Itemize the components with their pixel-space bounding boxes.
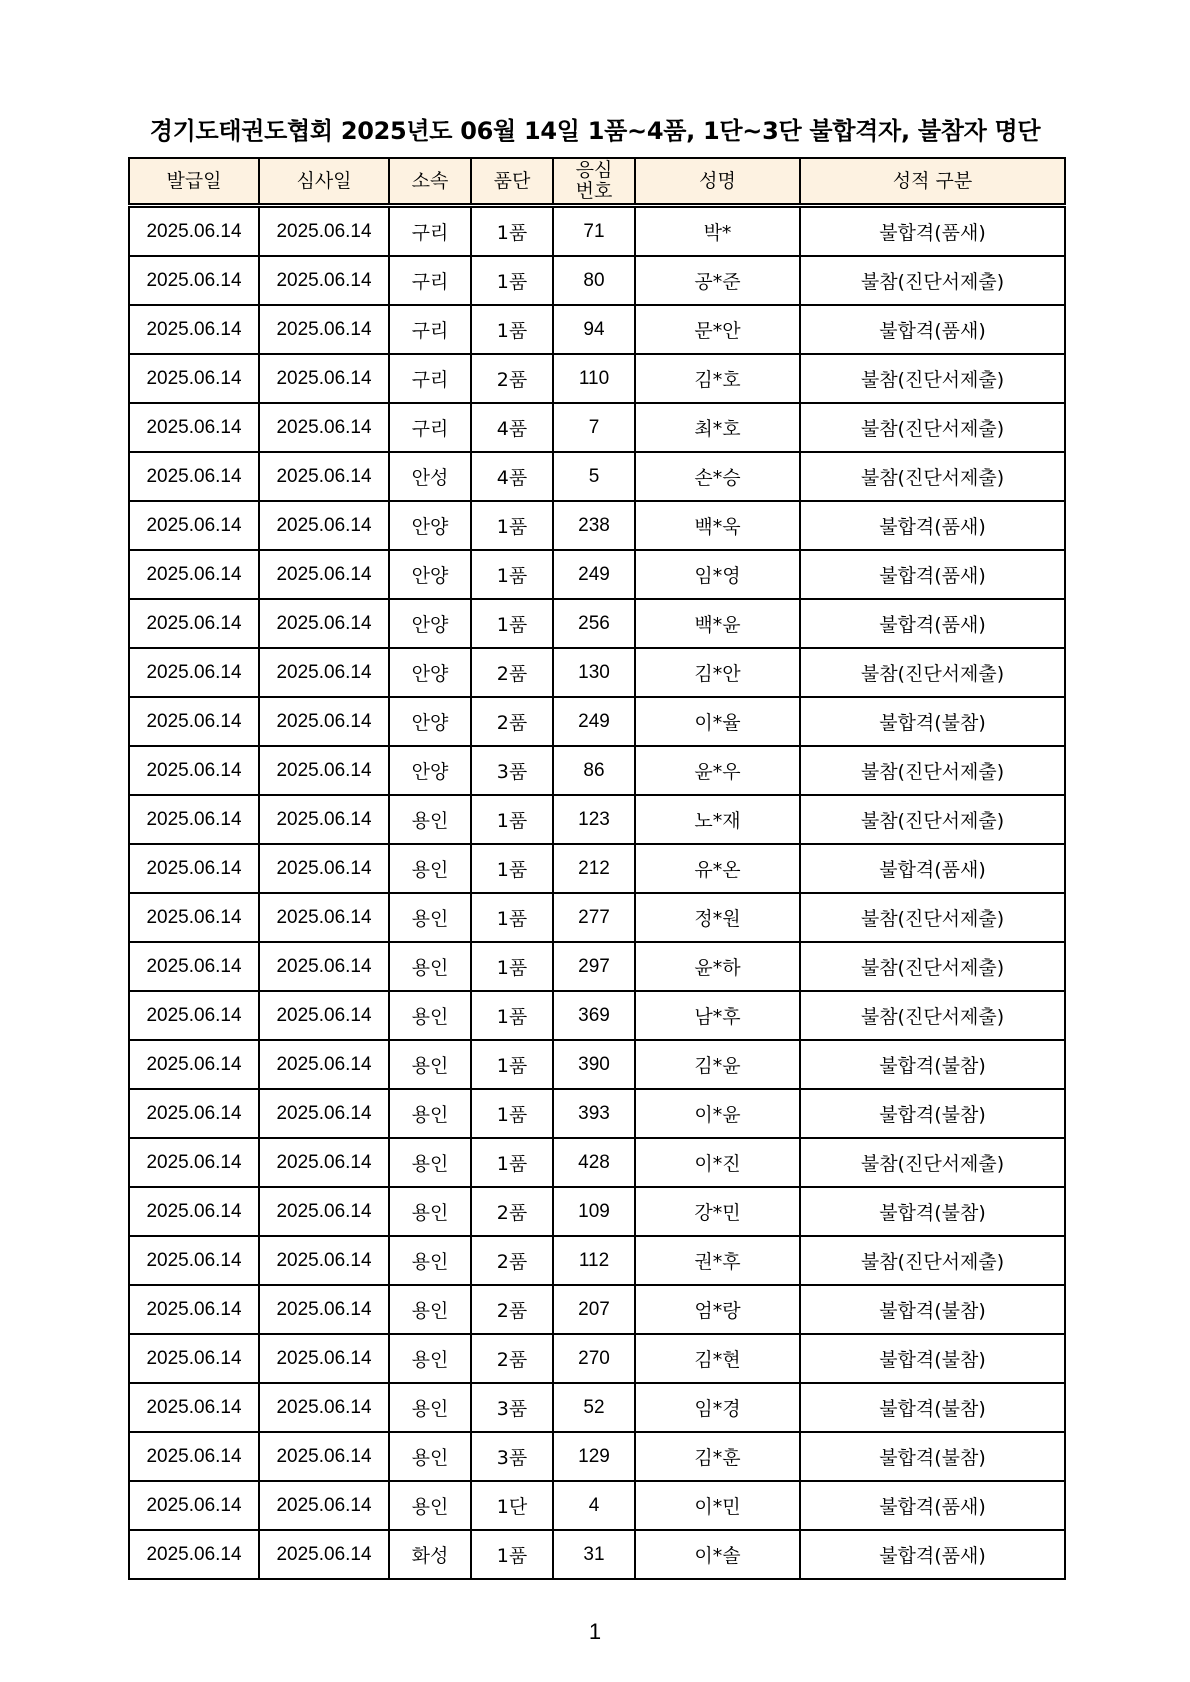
table-row: [129, 305, 1065, 354]
cell-issue-date: 2025.06.14: [129, 795, 259, 844]
cell-grade: 3품: [471, 1432, 553, 1481]
cell-exam-number: 31: [553, 1530, 635, 1579]
table-row: [129, 206, 1065, 257]
cell-exam-number: 297: [553, 942, 635, 991]
cell-result: 불합격(품새): [800, 550, 1065, 599]
cell-exam-date: 2025.06.14: [259, 354, 389, 403]
cell-affiliation: 안양: [389, 697, 471, 746]
cell-exam-number: 212: [553, 844, 635, 893]
cell-exam-number: 86: [553, 746, 635, 795]
cell-exam-date: 2025.06.14: [259, 1285, 389, 1334]
table-row: [129, 1285, 1065, 1334]
cell-name: 임*경: [635, 1383, 800, 1432]
cell-issue-date: 2025.06.14: [129, 648, 259, 697]
cell-affiliation: 구리: [389, 256, 471, 305]
cell-name: 김*호: [635, 354, 800, 403]
cell-issue-date: 2025.06.14: [129, 206, 259, 257]
cell-issue-date: 2025.06.14: [129, 1432, 259, 1481]
cell-result: 불참(진단서제출): [800, 795, 1065, 844]
cell-exam-number: 123: [553, 795, 635, 844]
cell-issue-date: 2025.06.14: [129, 452, 259, 501]
table-row: [129, 354, 1065, 403]
header-result: 성적 구분: [800, 158, 1065, 206]
cell-name: 정*원: [635, 893, 800, 942]
cell-exam-number: 7: [553, 403, 635, 452]
cell-grade: 1품: [471, 1040, 553, 1089]
table-row: [129, 1530, 1065, 1579]
cell-issue-date: 2025.06.14: [129, 403, 259, 452]
cell-issue-date: 2025.06.14: [129, 697, 259, 746]
cell-affiliation: 용인: [389, 991, 471, 1040]
table-row: [129, 550, 1065, 599]
cell-name: 강*민: [635, 1187, 800, 1236]
cell-grade: 1품: [471, 795, 553, 844]
cell-result: 불참(진단서제출): [800, 991, 1065, 1040]
cell-issue-date: 2025.06.14: [129, 1236, 259, 1285]
cell-result: 불합격(품새): [800, 501, 1065, 550]
cell-exam-date: 2025.06.14: [259, 1432, 389, 1481]
cell-result: 불합격(불참): [800, 1383, 1065, 1432]
cell-affiliation: 구리: [389, 206, 471, 257]
cell-name: 김*안: [635, 648, 800, 697]
table-row: [129, 1138, 1065, 1187]
cell-result: 불합격(품새): [800, 305, 1065, 354]
cell-exam-date: 2025.06.14: [259, 1089, 389, 1138]
cell-result: 불합격(불참): [800, 1432, 1065, 1481]
cell-affiliation: 용인: [389, 844, 471, 893]
cell-exam-number: 110: [553, 354, 635, 403]
cell-grade: 2품: [471, 1285, 553, 1334]
cell-affiliation: 화성: [389, 1530, 471, 1579]
cell-exam-date: 2025.06.14: [259, 256, 389, 305]
header-grade: 품단: [471, 158, 553, 206]
cell-exam-date: 2025.06.14: [259, 893, 389, 942]
cell-exam-number: 428: [553, 1138, 635, 1187]
table-header: [129, 158, 1065, 206]
table-row: [129, 452, 1065, 501]
cell-grade: 1품: [471, 893, 553, 942]
cell-grade: 1품: [471, 206, 553, 257]
table-row: [129, 1383, 1065, 1432]
cell-result: 불합격(불참): [800, 1334, 1065, 1383]
cell-grade: 3품: [471, 1383, 553, 1432]
cell-exam-date: 2025.06.14: [259, 452, 389, 501]
cell-name: 이*율: [635, 697, 800, 746]
cell-name: 공*준: [635, 256, 800, 305]
table-row: [129, 1334, 1065, 1383]
cell-exam-number: 130: [553, 648, 635, 697]
table-row: [129, 844, 1065, 893]
cell-exam-number: 207: [553, 1285, 635, 1334]
cell-issue-date: 2025.06.14: [129, 1089, 259, 1138]
cell-grade: 1단: [471, 1481, 553, 1530]
table-body: [129, 206, 1065, 1580]
cell-name: 이*민: [635, 1481, 800, 1530]
cell-exam-number: 71: [553, 206, 635, 257]
cell-affiliation: 안성: [389, 452, 471, 501]
table-row: [129, 501, 1065, 550]
table-row: [129, 1481, 1065, 1530]
cell-grade: 1품: [471, 844, 553, 893]
cell-issue-date: 2025.06.14: [129, 354, 259, 403]
cell-issue-date: 2025.06.14: [129, 256, 259, 305]
cell-grade: 1품: [471, 1138, 553, 1187]
cell-grade: 2품: [471, 1334, 553, 1383]
cell-affiliation: 용인: [389, 1089, 471, 1138]
cell-result: 불합격(불참): [800, 1187, 1065, 1236]
results-table: [128, 157, 1066, 1580]
cell-exam-number: 4: [553, 1481, 635, 1530]
cell-exam-number: 369: [553, 991, 635, 1040]
cell-grade: 2품: [471, 697, 553, 746]
cell-result: 불참(진단서제출): [800, 256, 1065, 305]
cell-grade: 1품: [471, 1530, 553, 1579]
cell-exam-date: 2025.06.14: [259, 305, 389, 354]
table-row: [129, 1040, 1065, 1089]
cell-result: 불합격(불참): [800, 1285, 1065, 1334]
cell-exam-date: 2025.06.14: [259, 1383, 389, 1432]
cell-issue-date: 2025.06.14: [129, 844, 259, 893]
cell-grade: 2품: [471, 648, 553, 697]
cell-issue-date: 2025.06.14: [129, 550, 259, 599]
cell-result: 불참(진단서제출): [800, 403, 1065, 452]
cell-affiliation: 용인: [389, 1187, 471, 1236]
cell-affiliation: 용인: [389, 1236, 471, 1285]
table-row: [129, 1187, 1065, 1236]
cell-name: 남*후: [635, 991, 800, 1040]
cell-issue-date: 2025.06.14: [129, 1187, 259, 1236]
table-row: [129, 1089, 1065, 1138]
cell-exam-number: 270: [553, 1334, 635, 1383]
cell-affiliation: 안양: [389, 501, 471, 550]
cell-issue-date: 2025.06.14: [129, 305, 259, 354]
cell-exam-date: 2025.06.14: [259, 1236, 389, 1285]
cell-issue-date: 2025.06.14: [129, 893, 259, 942]
cell-exam-number: 109: [553, 1187, 635, 1236]
document-title: 경기도태권도협회 2025년도 06월 14일 1품~4품, 1단~3단 불합격자, 불참자 명단: [149, 117, 1041, 145]
cell-name: 이*윤: [635, 1089, 800, 1138]
cell-affiliation: 용인: [389, 1383, 471, 1432]
cell-exam-date: 2025.06.14: [259, 599, 389, 648]
cell-affiliation: 안양: [389, 648, 471, 697]
cell-exam-number: 277: [553, 893, 635, 942]
cell-exam-date: 2025.06.14: [259, 844, 389, 893]
cell-name: 백*윤: [635, 599, 800, 648]
cell-result: 불합격(불참): [800, 1089, 1065, 1138]
cell-name: 박*: [635, 206, 800, 257]
cell-result: 불참(진단서제출): [800, 1138, 1065, 1187]
cell-exam-number: 249: [553, 697, 635, 746]
table-row: [129, 942, 1065, 991]
cell-grade: 3품: [471, 746, 553, 795]
cell-issue-date: 2025.06.14: [129, 746, 259, 795]
cell-result: 불참(진단서제출): [800, 354, 1065, 403]
cell-affiliation: 용인: [389, 942, 471, 991]
cell-name: 노*재: [635, 795, 800, 844]
cell-exam-number: 390: [553, 1040, 635, 1089]
cell-name: 이*솔: [635, 1530, 800, 1579]
cell-affiliation: 용인: [389, 1334, 471, 1383]
cell-issue-date: 2025.06.14: [129, 1334, 259, 1383]
cell-grade: 4품: [471, 403, 553, 452]
cell-name: 문*안: [635, 305, 800, 354]
cell-result: 불참(진단서제출): [800, 452, 1065, 501]
header-exam-number-line2: 번호: [575, 180, 613, 202]
cell-exam-date: 2025.06.14: [259, 206, 389, 257]
cell-exam-number: 80: [553, 256, 635, 305]
header-exam-number-line1: 응심: [575, 159, 613, 181]
table-row: [129, 648, 1065, 697]
cell-result: 불참(진단서제출): [800, 893, 1065, 942]
table-row: [129, 697, 1065, 746]
cell-exam-date: 2025.06.14: [259, 403, 389, 452]
cell-name: 권*후: [635, 1236, 800, 1285]
cell-name: 윤*하: [635, 942, 800, 991]
cell-exam-date: 2025.06.14: [259, 746, 389, 795]
cell-name: 백*욱: [635, 501, 800, 550]
cell-result: 불합격(불참): [800, 1040, 1065, 1089]
cell-exam-date: 2025.06.14: [259, 648, 389, 697]
table-row: [129, 795, 1065, 844]
cell-result: 불참(진단서제출): [800, 1236, 1065, 1285]
cell-name: 김*현: [635, 1334, 800, 1383]
cell-issue-date: 2025.06.14: [129, 1285, 259, 1334]
cell-issue-date: 2025.06.14: [129, 599, 259, 648]
header-issue-date: 발급일: [129, 158, 259, 206]
cell-affiliation: 용인: [389, 893, 471, 942]
table-row: [129, 991, 1065, 1040]
cell-issue-date: 2025.06.14: [129, 501, 259, 550]
table-row: [129, 403, 1065, 452]
cell-name: 손*승: [635, 452, 800, 501]
cell-grade: 4품: [471, 452, 553, 501]
cell-affiliation: 용인: [389, 1432, 471, 1481]
cell-issue-date: 2025.06.14: [129, 991, 259, 1040]
cell-result: 불합격(불참): [800, 697, 1065, 746]
cell-name: 이*진: [635, 1138, 800, 1187]
cell-issue-date: 2025.06.14: [129, 942, 259, 991]
cell-name: 유*온: [635, 844, 800, 893]
cell-affiliation: 용인: [389, 1040, 471, 1089]
cell-exam-date: 2025.06.14: [259, 550, 389, 599]
cell-exam-date: 2025.06.14: [259, 1481, 389, 1530]
cell-affiliation: 용인: [389, 1481, 471, 1530]
cell-grade: 1품: [471, 501, 553, 550]
cell-exam-date: 2025.06.14: [259, 1187, 389, 1236]
cell-exam-date: 2025.06.14: [259, 1334, 389, 1383]
cell-grade: 2품: [471, 1187, 553, 1236]
cell-grade: 1품: [471, 256, 553, 305]
cell-exam-date: 2025.06.14: [259, 1530, 389, 1579]
cell-name: 김*훈: [635, 1432, 800, 1481]
cell-issue-date: 2025.06.14: [129, 1138, 259, 1187]
cell-result: 불참(진단서제출): [800, 648, 1065, 697]
cell-grade: 1품: [471, 1089, 553, 1138]
cell-name: 김*윤: [635, 1040, 800, 1089]
cell-grade: 2품: [471, 354, 553, 403]
results-table-container: [128, 157, 1064, 1580]
cell-grade: 1품: [471, 991, 553, 1040]
header-name: 성명: [635, 158, 800, 206]
cell-name: 윤*우: [635, 746, 800, 795]
cell-exam-number: 112: [553, 1236, 635, 1285]
table-row: [129, 599, 1065, 648]
cell-affiliation: 구리: [389, 403, 471, 452]
cell-affiliation: 구리: [389, 354, 471, 403]
table-row: [129, 256, 1065, 305]
cell-result: 불합격(품새): [800, 599, 1065, 648]
cell-affiliation: 용인: [389, 1138, 471, 1187]
cell-exam-date: 2025.06.14: [259, 991, 389, 1040]
cell-exam-date: 2025.06.14: [259, 1040, 389, 1089]
cell-result: 불합격(품새): [800, 1481, 1065, 1530]
cell-exam-date: 2025.06.14: [259, 697, 389, 746]
cell-grade: 1품: [471, 305, 553, 354]
cell-result: 불합격(품새): [800, 844, 1065, 893]
cell-affiliation: 안양: [389, 599, 471, 648]
cell-exam-number: 249: [553, 550, 635, 599]
cell-affiliation: 용인: [389, 795, 471, 844]
header-exam-number: [553, 158, 635, 206]
cell-issue-date: 2025.06.14: [129, 1040, 259, 1089]
cell-result: 불합격(품새): [800, 206, 1065, 257]
cell-exam-number: 129: [553, 1432, 635, 1481]
table-row: [129, 893, 1065, 942]
table-row: [129, 1432, 1065, 1481]
cell-name: 최*호: [635, 403, 800, 452]
cell-grade: 1품: [471, 942, 553, 991]
cell-exam-date: 2025.06.14: [259, 501, 389, 550]
table-row: [129, 746, 1065, 795]
cell-grade: 2품: [471, 1236, 553, 1285]
cell-exam-date: 2025.06.14: [259, 795, 389, 844]
cell-grade: 1품: [471, 550, 553, 599]
cell-grade: 1품: [471, 599, 553, 648]
cell-issue-date: 2025.06.14: [129, 1530, 259, 1579]
cell-exam-number: 238: [553, 501, 635, 550]
cell-affiliation: 안양: [389, 550, 471, 599]
cell-result: 불참(진단서제출): [800, 942, 1065, 991]
cell-result: 불참(진단서제출): [800, 746, 1065, 795]
cell-name: 엄*랑: [635, 1285, 800, 1334]
cell-issue-date: 2025.06.14: [129, 1481, 259, 1530]
cell-exam-number: 94: [553, 305, 635, 354]
cell-exam-date: 2025.06.14: [259, 942, 389, 991]
cell-exam-number: 393: [553, 1089, 635, 1138]
cell-affiliation: 구리: [389, 305, 471, 354]
cell-exam-number: 52: [553, 1383, 635, 1432]
page-number: 1: [588, 1619, 602, 1644]
cell-issue-date: 2025.06.14: [129, 1383, 259, 1432]
cell-exam-date: 2025.06.14: [259, 1138, 389, 1187]
cell-affiliation: 용인: [389, 1285, 471, 1334]
cell-result: 불합격(품새): [800, 1530, 1065, 1579]
table-row: [129, 1236, 1065, 1285]
cell-exam-number: 5: [553, 452, 635, 501]
header-row: [129, 158, 1065, 206]
header-affiliation: 소속: [389, 158, 471, 206]
header-exam-date: 심사일: [259, 158, 389, 206]
cell-affiliation: 안양: [389, 746, 471, 795]
cell-exam-number: 256: [553, 599, 635, 648]
cell-name: 임*영: [635, 550, 800, 599]
